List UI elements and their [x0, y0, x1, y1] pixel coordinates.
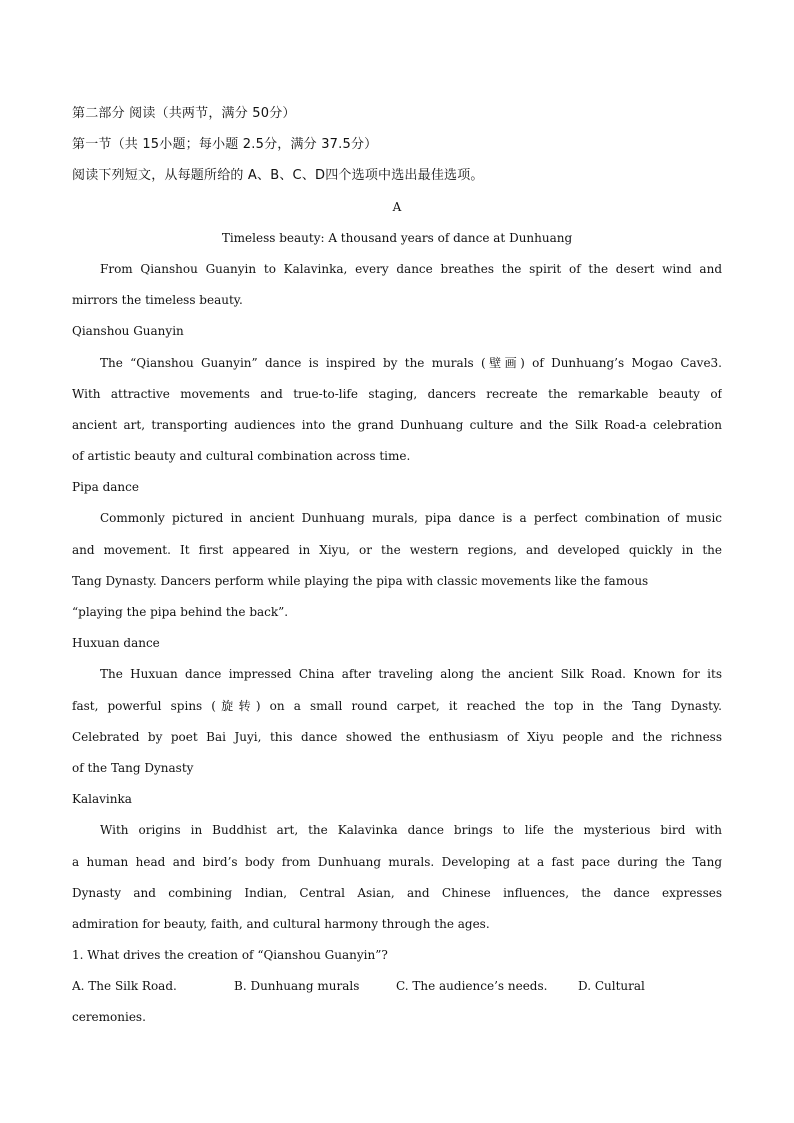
- option-a[interactable]: A. The Silk Road.: [72, 979, 177, 994]
- paragraph-line: Commonly pictured in ancient Dunhuang murals, pipa dance is a perfect combination of music: [100, 511, 722, 526]
- paragraph-line: Celebrated by poet Bai Juyi, this dance showed the enthusiasm of Xiyu people and the richness: [72, 729, 722, 744]
- part-title: 第二部分 阅读（共两节，满分 50分）: [72, 106, 296, 121]
- option-d-continuation[interactable]: ceremonies.: [72, 1010, 146, 1025]
- option-b[interactable]: B. Dunhuang murals: [234, 979, 360, 994]
- paragraph-line: The Huxuan dance impressed China after traveling along the ancient Silk Road. Known for its: [100, 667, 722, 682]
- passage-title: Timeless beauty: A thousand years of dance at Dunhuang: [221, 230, 573, 245]
- question-stem: 1. What drives the creation of “Qianshou Guanyin”?: [72, 948, 388, 963]
- document-page: [72, 98, 722, 1034]
- section-heading-qianshou-guanyin: Qianshou Guanyin: [72, 324, 184, 339]
- section-heading-huxuan-dance: Huxuan dance: [72, 636, 160, 651]
- option-d[interactable]: D. Cultural: [578, 979, 645, 994]
- paragraph-line: a human head and bird’s body from Dunhuang murals. Developing at a fast pace during the Tang: [72, 854, 722, 869]
- paragraph-line: The “Qianshou Guanyin” dance is inspired by the murals (壁画) of Dunhuang’s Mogao Cave3.: [100, 355, 722, 370]
- paragraph-line: of the Tang Dynasty: [72, 760, 194, 775]
- paragraph-line: “playing the pipa behind the back”.: [72, 605, 289, 619]
- passage-label: A: [392, 199, 402, 214]
- paragraph-line: With attractive movements and true-to-life staging, dancers recreate the remarkable beauty of: [72, 386, 722, 401]
- paragraph-line: fast, powerful spins (旋转) on a small round carpet, it reached the top in the Tang Dynasty.: [72, 698, 722, 713]
- paragraph-line: With origins in Buddhist art, the Kalavinka dance brings to life the mysterious bird with: [100, 823, 722, 838]
- paragraph-line: admiration for beauty, faith, and cultural harmony through the ages.: [72, 916, 490, 931]
- paragraph-line: ancient art, transporting audiences into the grand Dunhuang culture and the Silk Road-a celebration: [72, 417, 722, 432]
- intro-line: From Qianshou Guanyin to Kalavinka, every dance breathes the spirit of the desert wind and: [100, 261, 722, 276]
- instruction-text: 阅读下列短文，从每题所给的 A、B、C、D四个选项中选出最佳选项。: [72, 168, 484, 184]
- question-options: [72, 971, 722, 1002]
- intro-line: mirrors the timeless beauty.: [72, 293, 243, 308]
- option-c[interactable]: C. The audience’s needs.: [396, 979, 548, 994]
- paragraph-line: Tang Dynasty. Dancers perform while playing the pipa with classic movements like the famous: [72, 573, 649, 588]
- paragraph-line: Dynasty and combining Indian, Central Asian, and Chinese influences, the dance expresses: [72, 885, 722, 900]
- section-heading-pipa-dance: Pipa dance: [72, 480, 139, 495]
- paragraph-line: of artistic beauty and cultural combination across time.: [72, 449, 411, 464]
- section-title: 第一节（共 15小题；每小题 2.5分，满分 37.5分）: [72, 137, 378, 153]
- section-heading-kalavinka: Kalavinka: [72, 792, 132, 807]
- paragraph-line: and movement. It first appeared in Xiyu, or the western regions, and developed quickly in the: [72, 542, 722, 557]
